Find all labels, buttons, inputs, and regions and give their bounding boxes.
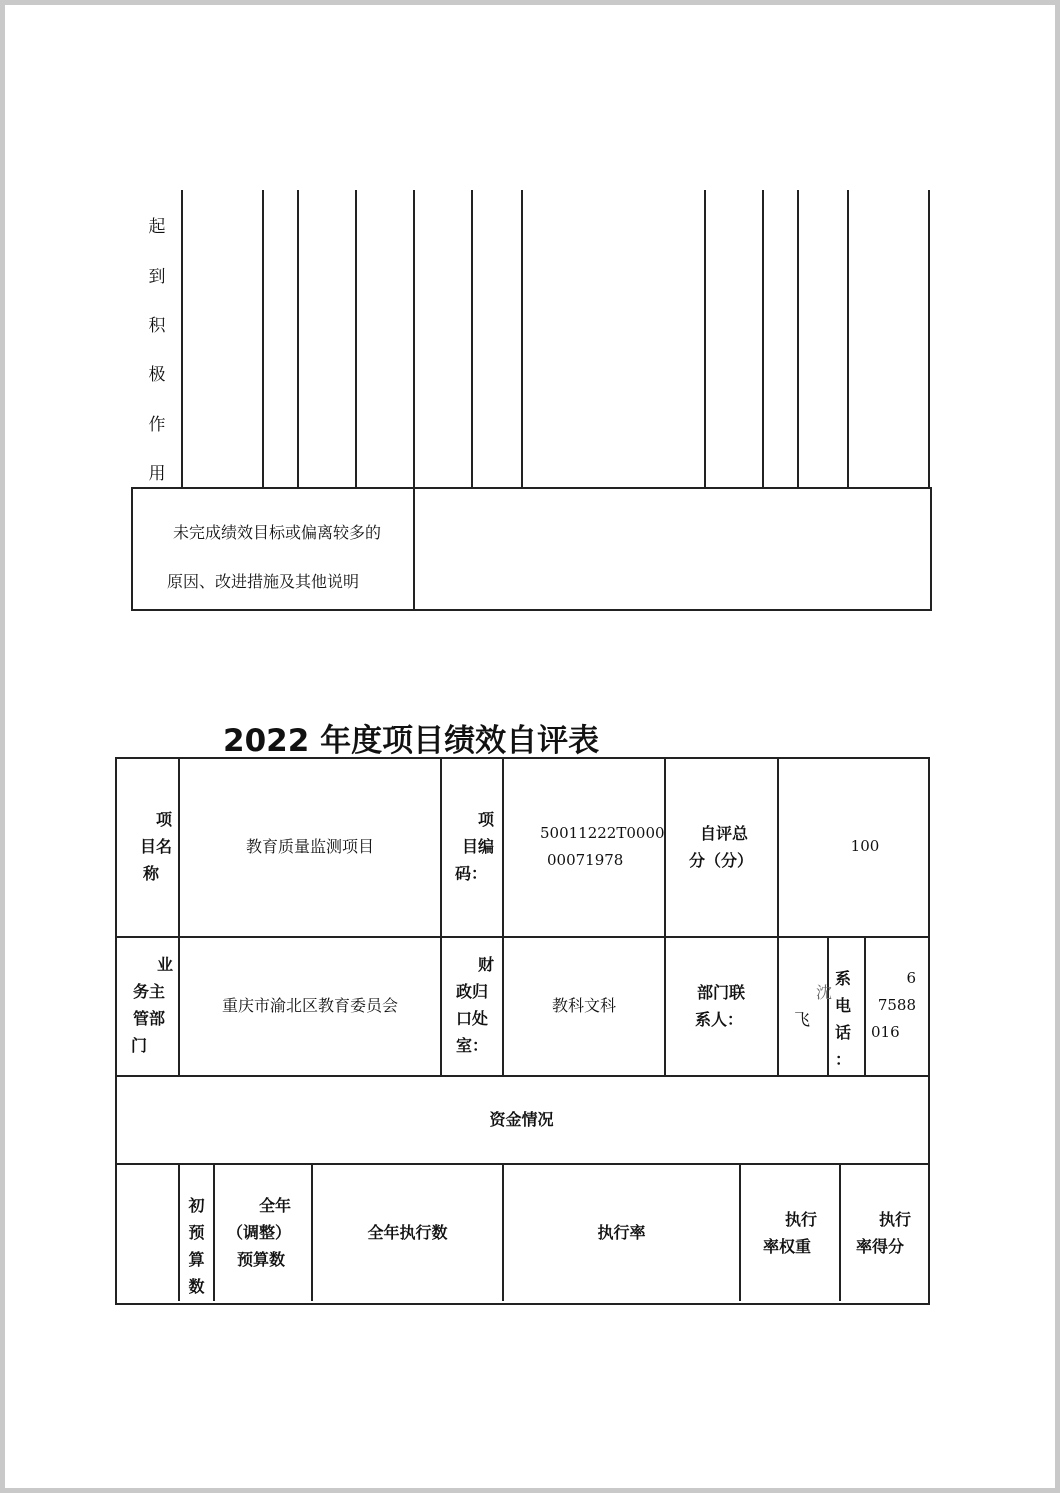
contact-label-1: 部门联 [697,983,746,1002]
dept-value: 重庆市渝北区教育委员会 [221,996,398,1015]
col-execution-rate: 执行率 [597,1223,646,1242]
project-code-label-3: 码： [455,864,488,883]
vertical-label-char: 起 [148,217,166,237]
col-rate-score-1: 执行 [879,1210,912,1229]
col-annual-budget-1: 全年 [259,1196,292,1215]
col-rate-weight-1: 执行 [785,1210,818,1229]
grid-line [704,190,706,488]
grid-line [181,190,183,488]
dept-label-2: 务主 [132,982,165,1001]
vertical-label-char: 到 [148,267,166,287]
phone-label-2: 电 [835,996,852,1015]
col-initial-budget-3: 算 [188,1250,205,1269]
grid-line [178,757,180,1075]
page-title: 2022 年度项目绩效自评表 [223,723,600,759]
grid-line [839,1163,841,1301]
phone-label-3: 话 [835,1023,852,1042]
finance-label-1: 财 [477,955,494,974]
grid-line [471,190,473,488]
vertical-label-char: 极 [148,365,166,385]
phone-value-1: 6 [906,969,916,987]
project-code-line1: 50011222T0000 [540,824,665,842]
grid-line [440,757,442,1075]
col-initial-budget-2: 预 [188,1223,205,1242]
project-name-label-3: 称 [142,864,159,883]
phone-value-3: 016 [871,1023,900,1041]
col-annual-execution: 全年执行数 [367,1223,448,1242]
col-annual-budget-2: （调整） [227,1223,292,1242]
col-rate-weight-2: 率权重 [763,1237,812,1256]
project-code-line2: 00071978 [547,851,624,869]
grid-line [262,190,264,488]
project-name-label-2: 目名 [139,837,172,856]
vertical-label-char: 积 [148,316,166,336]
col-initial-budget-4: 数 [188,1277,205,1296]
self-score-label-2: 分（分） [689,851,754,870]
grid-line [664,757,666,1075]
note-label-line2: 原因、改进措施及其他说明 [167,572,360,591]
vertical-label-char: 用 [148,464,166,484]
funds-header: 资金情况 [489,1110,554,1129]
dept-label-4: 门 [131,1036,148,1055]
contact-value-2: 飞 [794,1010,811,1029]
contact-value-1: 沈 [816,983,833,1002]
grid-line [928,190,930,488]
grid-line [739,1163,741,1301]
finance-label-3: 口处 [455,1009,488,1028]
self-score-value: 100 [850,837,880,855]
grid-line [762,190,764,488]
grid-line [521,190,523,488]
dept-label-3: 管部 [132,1009,165,1028]
grid-line [502,757,504,1075]
project-name-label-1: 项 [155,810,172,829]
grid-line [115,1075,928,1077]
phone-label-1: 系 [835,969,852,988]
grid-line [797,190,799,488]
contact-label-2: 系人： [695,1010,744,1029]
document-page [5,5,1055,1488]
project-code-label-2: 目编 [461,837,494,856]
self-score-label-1: 自评总 [700,824,749,843]
phone-value-2: 7588 [877,996,916,1014]
note-label-line1: 未完成绩效目标或偏离较多的 [173,523,382,542]
dept-label-1: 业 [156,955,173,974]
col-annual-budget-3: 预算数 [237,1250,286,1269]
grid-line [297,190,299,488]
project-name-value: 教育质量监测项目 [245,837,374,856]
contact-value-clip [779,938,833,1075]
finance-label-2: 政归 [455,982,488,1001]
grid-line [115,1163,928,1165]
grid-line [847,190,849,488]
grid-line [355,190,357,488]
project-code-label-1: 项 [477,810,494,829]
col-initial-budget-1: 初 [188,1196,205,1215]
finance-value: 教科文科 [551,996,616,1015]
grid-line [213,1163,215,1301]
vertical-label-char: 作 [148,415,166,435]
grid-line [413,190,415,488]
finance-label-4: 室： [455,1036,488,1055]
grid-line [413,487,415,609]
col-rate-score-2: 率得分 [856,1237,905,1256]
phone-label-4: ： [835,1050,852,1069]
